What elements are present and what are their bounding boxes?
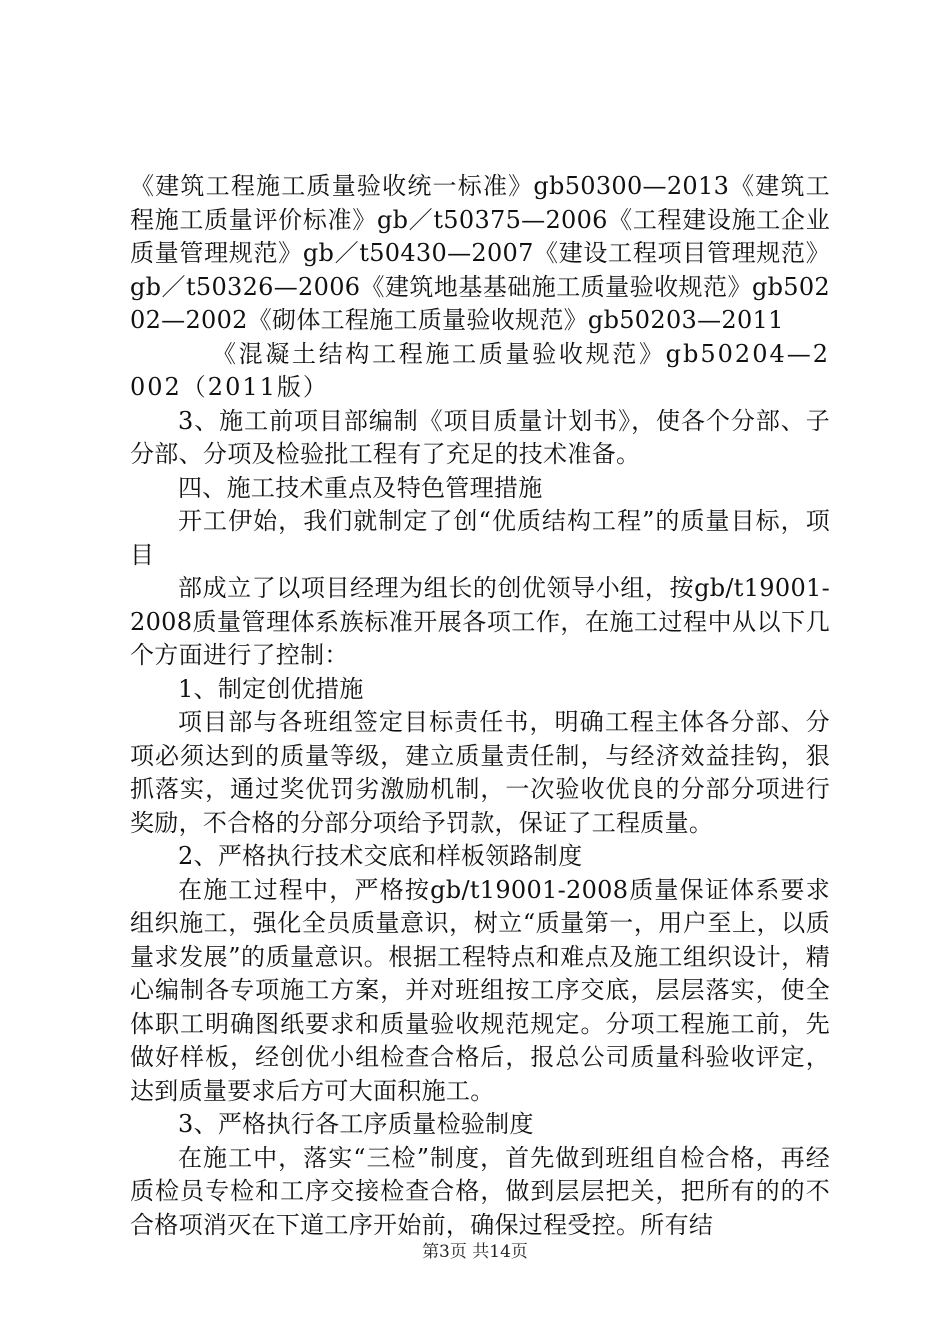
quality-goal-paragraph: 开工伊始，我们就制定了创“优质结构工程”的质量目标，项目 <box>130 507 830 569</box>
subheading-technical-briefing: 2、严格执行技术交底和样板领路制度 <box>178 842 583 870</box>
leadership-group-paragraph: 部成立了以项目经理为组长的创优领导小组，按gb/t19001-2008质量管理体系族标准开展各项工作，在施工过程中从以下几个方面进行了控制： <box>130 574 830 669</box>
responsibility-paragraph: 项目部与各班组签定目标责任书，明确工程主体各分部、分项必须达到的质量等级，建立质量责任制，与经济效益挂钩，狠抓落实，通过奖优罚劣激励机制，一次验收优良的分部分项进行奖励，不合格的分部分项给予罚款，保证了工程质量。 <box>130 708 830 837</box>
construction-process-paragraph: 在施工过程中，严格按gb/t19001-2008质量保证体系要求组织施工，强化全员质量意识，树立“质量第一，用户至上，以质量求发展”的质量意识。根据工程特点和难点及施工组织设计，精心编制各专项施工方案，并对班组按工序交底，层层落实，使全体职工明确图纸要求和质量验收规范规定。分项工程施工前，先做好样板，经创优小组检查合格后，报总公司质量科验收评定，达到质量要求后方可大面积施工。 <box>130 875 830 1105</box>
subheading-inspection-system: 3、严格执行各工序质量检验制度 <box>178 1110 534 1138</box>
subheading-excellence-measures: 1、制定创优措施 <box>178 674 364 703</box>
standards-list-paragraph: 《建筑工程施工质量验收统一标准》gb50300—2013《建筑工程施工质量评价标准》gb／t50375—2006《工程建设施工企业质量管理规范》gb／t50430—2007《建设工程项目管理规范》gb／t50326—2006《建筑地基基础施工质量验收规范》gb50202—2002《砌体工程施工质量验收规范》gb50203—2011 <box>130 172 830 334</box>
page-number-footer: 第3页 共14页 <box>422 1242 528 1262</box>
concrete-standard-paragraph: 《混凝土结构工程施工质量验收规范》gb50204—2002（2011版） <box>130 339 830 401</box>
quality-plan-paragraph: 3、施工前项目部编制《项目质量计划书》，使各个分部、子分部、分项及检验批工程有了充足的技术准备。 <box>130 406 830 468</box>
section-heading-four: 四、施工技术重点及特色管理措施 <box>178 473 543 502</box>
three-checks-paragraph: 在施工中，落实“三检”制度，首先做到班组自检合格，再经质检员专检和工序交接检查合格，做到层层把关，把所有的的不合格项消灭在下道工序开始前，确保过程受控。所有结 <box>130 1143 830 1239</box>
document-body <box>130 170 830 1242</box>
